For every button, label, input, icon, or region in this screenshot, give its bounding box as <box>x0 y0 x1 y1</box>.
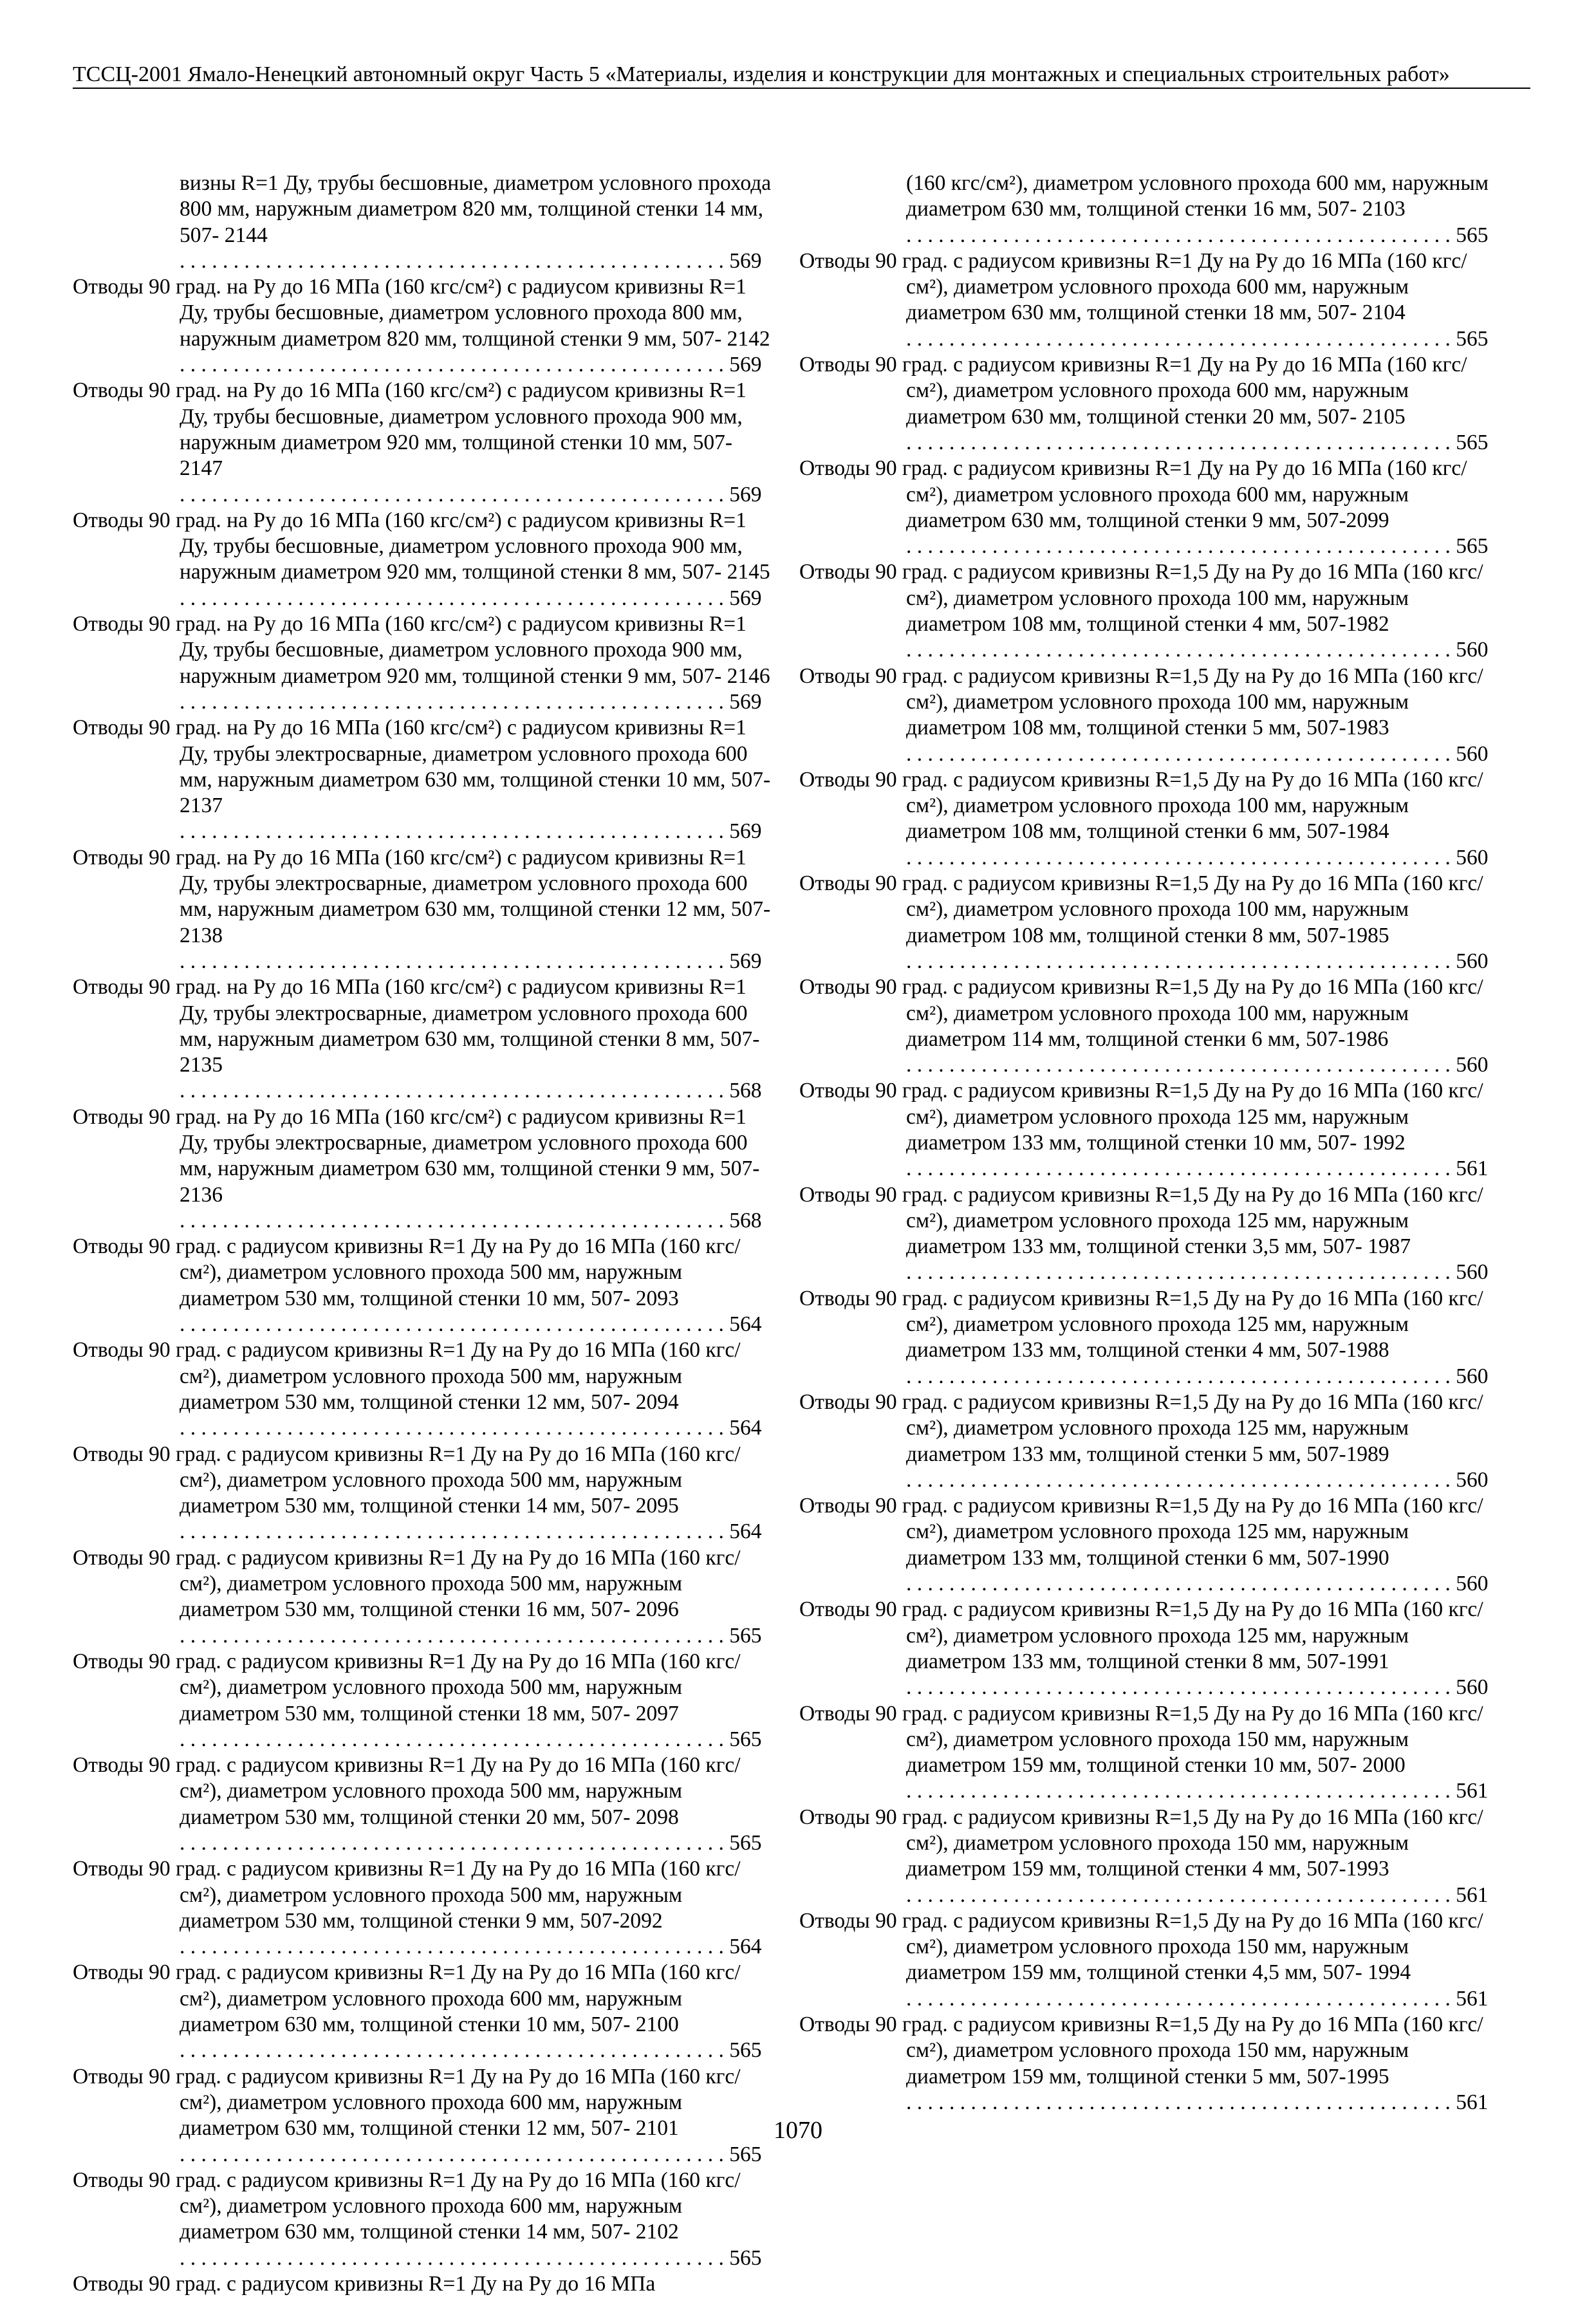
index-entry-page: 561 <box>1456 1779 1489 1803</box>
index-entry <box>73 378 772 507</box>
leader-dots: . . . . . . . . . . . . . . . . . . . . . . . . . . . . . . . . . . . . . . . . . . . . . . . . . . . <box>180 2038 730 2063</box>
index-entry-text: Отводы 90 град. с радиусом кривизны R=1,5 Ду на Ру до 16 МПа (160 кгс/см²), диаметром условного прохода 125 мм, наружным диаметром 133 мм, толщиной стенки 10 мм, 507- 1992 <box>799 1079 1483 1155</box>
index-entry-text: Отводы 90 град. с радиусом кривизны R=1 Ду на Ру до 16 МПа (160 кгс/см²), диаметром условного прохода 500 мм, наружным диаметром 530 мм, толщиной стенки 20 мм, 507- 2098 <box>73 1753 741 1829</box>
index-entry-page: 560 <box>1456 1053 1489 1077</box>
index-entry <box>73 611 772 715</box>
index-entry <box>799 1182 1498 1286</box>
index-entry-page: 568 <box>729 1079 762 1103</box>
index-entry-text: Отводы 90 град. с радиусом кривизны R=1 Ду на Ру до 16 МПа (160 кгс/см²), диаметром условного прохода 600 мм, наружным диаметром 630 мм, толщиной стенки 14 мм, 507- 2102 <box>73 2168 741 2244</box>
index-entry-text: Отводы 90 град. с радиусом кривизны R=1,5 Ду на Ру до 16 МПа (160 кгс/см²), диаметром условного прохода 100 мм, наружным диаметром 108 мм, толщиной стенки 5 мм, 507-1983 <box>799 664 1483 740</box>
leader-dots: . . . . . . . . . . . . . . . . . . . . . . . . . . . . . . . . . . . . . . . . . . . . . . . . . . . <box>906 1260 1456 1285</box>
index-entry-page: 560 <box>1456 1675 1489 1700</box>
leader-dots: . . . . . . . . . . . . . . . . . . . . . . . . . . . . . . . . . . . . . . . . . . . . . . . . . . . <box>180 1623 730 1648</box>
index-entry-text: Отводы 90 град. с радиусом кривизны R=1 Ду на Ру до 16 МПа (160 кгс/см²), диаметром условного прохода 600 мм, наружным диаметром 630 мм, толщиной стенки 20 мм, 507- 2105 <box>799 353 1467 429</box>
index-entry <box>799 1597 1498 1700</box>
index-entry-text: Отводы 90 град. на Ру до 16 МПа (160 кгс/см²) с радиусом кривизны R=1 Ду, трубы бесшовные, диаметром условного прохода 800 мм, наружным диаметром 820 мм, толщиной стенки 9 мм, 507- 2142 <box>73 275 770 351</box>
index-entry-page: 565 <box>1456 223 1489 247</box>
index-entry <box>73 2271 772 2297</box>
index-entry-page: 569 <box>729 819 762 844</box>
index-entry-page: 569 <box>729 949 762 973</box>
index-entry-page: 565 <box>729 1727 762 1751</box>
index-entry <box>73 1442 772 1545</box>
leader-dots: . . . . . . . . . . . . . . . . . . . . . . . . . . . . . . . . . . . . . . . . . . . . . . . . . . . <box>906 534 1456 559</box>
leader-dots: . . . . . . . . . . . . . . . . . . . . . . . . . . . . . . . . . . . . . . . . . . . . . . . . . . . <box>180 819 730 844</box>
index-entry-page: 569 <box>729 353 762 377</box>
index-entry <box>799 171 1498 248</box>
index-entry-page: 560 <box>1456 1467 1489 1492</box>
leader-dots: . . . . . . . . . . . . . . . . . . . . . . . . . . . . . . . . . . . . . . . . . . . . . . . . . . . <box>906 1467 1456 1492</box>
leader-dots: . . . . . . . . . . . . . . . . . . . . . . . . . . . . . . . . . . . . . . . . . . . . . . . . . . . <box>906 1364 1456 1388</box>
index-entry-page: 564 <box>729 1935 762 1959</box>
index-entry-text: Отводы 90 град. с радиусом кривизны R=1,5 Ду на Ру до 16 МПа (160 кгс/см²), диаметром условного прохода 150 мм, наружным диаметром 159 мм, толщиной стенки 4 мм, 507-1993 <box>799 1805 1483 1881</box>
leader-dots: . . . . . . . . . . . . . . . . . . . . . . . . . . . . . . . . . . . . . . . . . . . . . . . . . . . <box>906 223 1456 247</box>
index-entry-page: 565 <box>1456 430 1489 454</box>
index-entry <box>799 1078 1498 1182</box>
index-entry-page: 561 <box>1456 1986 1489 2011</box>
index-entry-text: Отводы 90 град. на Ру до 16 МПа (160 кгс/см²) с радиусом кривизны R=1 Ду, трубы электросварные, диаметром условного прохода 600 мм, наружным диаметром 630 мм, толщиной стенки 8 мм, 507- 2135 <box>73 975 760 1077</box>
index-entry-text: Отводы 90 град. с радиусом кривизны R=1 Ду на Ру до 16 МПа (160 кгс/см²), диаметром условного прохода 600 мм, наружным диаметром 630 мм, толщиной стенки 9 мм, 507-2099 <box>799 456 1467 532</box>
index-entry <box>73 715 772 844</box>
index-entry <box>73 171 772 274</box>
index-entry-page: 560 <box>1456 741 1489 766</box>
index-entry-text: Отводы 90 град. на Ру до 16 МПа (160 кгс/см²) с радиусом кривизны R=1 Ду, трубы электросварные, диаметром условного прохода 600 мм, наружным диаметром 630 мм, толщиной стенки 9 мм, 507- 2136 <box>73 1104 760 1207</box>
index-entry <box>73 1337 772 1441</box>
index-entry <box>799 2012 1498 2116</box>
index-entry-text: Отводы 90 град. на Ру до 16 МПа (160 кгс/см²) с радиусом кривизны R=1 Ду, трубы бесшовные, диаметром условного прохода 900 мм, наружным диаметром 920 мм, толщиной стенки 10 мм, 507- 2147 <box>73 378 747 481</box>
index-entry-text: Отводы 90 град. с радиусом кривизны R=1 Ду на Ру до 16 МПа <box>73 2272 656 2296</box>
index-entry <box>73 1649 772 1753</box>
leader-dots: . . . . . . . . . . . . . . . . . . . . . . . . . . . . . . . . . . . . . . . . . . . . . . . . . . . <box>180 1416 730 1440</box>
index-entry-page: 565 <box>729 1831 762 1855</box>
index-entry-text: Отводы 90 град. с радиусом кривизны R=1,5 Ду на Ру до 16 МПа (160 кгс/см²), диаметром условного прохода 125 мм, наружным диаметром 133 мм, толщиной стенки 5 мм, 507-1989 <box>799 1390 1483 1466</box>
index-entry <box>799 871 1498 974</box>
index-entry-page: 564 <box>729 1416 762 1440</box>
index-entry <box>73 1104 772 1234</box>
leader-dots: . . . . . . . . . . . . . . . . . . . . . . . . . . . . . . . . . . . . . . . . . . . . . . . . . . . <box>180 586 730 610</box>
index-entry-text: визны R=1 Ду, трубы бесшовные, диаметром условного прохода 800 мм, наружным диаметром 820 мм, толщиной стенки 14 мм, 507- 2144 <box>180 171 772 247</box>
index-entry-page: 569 <box>729 482 762 507</box>
leader-dots: . . . . . . . . . . . . . . . . . . . . . . . . . . . . . . . . . . . . . . . . . . . . . . . . . . . <box>180 482 730 507</box>
index-entry-text: Отводы 90 град. с радиусом кривизны R=1 Ду на Ру до 16 МПа (160 кгс/см²), диаметром условного прохода 500 мм, наружным диаметром 530 мм, толщиной стенки 10 мм, 507- 2093 <box>73 1234 741 1310</box>
index-entry-page: 569 <box>729 248 762 273</box>
leader-dots: . . . . . . . . . . . . . . . . . . . . . . . . . . . . . . . . . . . . . . . . . . . . . . . . . . . <box>180 1079 730 1103</box>
leader-dots: . . . . . . . . . . . . . . . . . . . . . . . . . . . . . . . . . . . . . . . . . . . . . . . . . . . <box>906 2090 1456 2114</box>
leader-dots: . . . . . . . . . . . . . . . . . . . . . . . . . . . . . . . . . . . . . . . . . . . . . . . . . . . <box>906 638 1456 662</box>
index-entry-text: Отводы 90 град. с радиусом кривизны R=1 Ду на Ру до 16 МПа (160 кгс/см²), диаметром условного прохода 600 мм, наружным диаметром 630 мм, толщиной стенки 10 мм, 507- 2100 <box>73 1960 741 2037</box>
index-entry <box>73 974 772 1104</box>
index-entry-text: Отводы 90 град. с радиусом кривизны R=1,5 Ду на Ру до 16 МПа (160 кгс/см²), диаметром условного прохода 100 мм, наружным диаметром 108 мм, толщиной стенки 8 мм, 507-1985 <box>799 871 1483 947</box>
index-entry-text: Отводы 90 град. на Ру до 16 МПа (160 кгс/см²) с радиусом кривизны R=1 Ду, трубы электросварные, диаметром условного прохода 600 мм, наружным диаметром 630 мм, толщиной стенки 10 мм, 507- 2137 <box>73 716 771 818</box>
leader-dots: . . . . . . . . . . . . . . . . . . . . . . . . . . . . . . . . . . . . . . . . . . . . . . . . . . . <box>180 2246 730 2270</box>
leader-dots: . . . . . . . . . . . . . . . . . . . . . . . . . . . . . . . . . . . . . . . . . . . . . . . . . . . <box>906 1675 1456 1700</box>
index-entry-page: 568 <box>729 1208 762 1232</box>
index-entry <box>799 1390 1498 1493</box>
leader-dots: . . . . . . . . . . . . . . . . . . . . . . . . . . . . . . . . . . . . . . . . . . . . . . . . . . . <box>906 1883 1456 1907</box>
index-entry-text: Отводы 90 град. с радиусом кривизны R=1 Ду на Ру до 16 МПа (160 кгс/см²), диаметром условного прохода 600 мм, наружным диаметром 630 мм, толщиной стенки 18 мм, 507- 2104 <box>799 248 1467 325</box>
index-entry <box>799 1805 1498 1908</box>
leader-dots: . . . . . . . . . . . . . . . . . . . . . . . . . . . . . . . . . . . . . . . . . . . . . . . . . . . <box>906 845 1456 870</box>
index-entry-text: Отводы 90 град. с радиусом кривизны R=1 Ду на Ру до 16 МПа (160 кгс/см²), диаметром условного прохода 500 мм, наружным диаметром 530 мм, толщиной стенки 18 мм, 507- 2097 <box>73 1649 741 1725</box>
index-entry <box>73 1234 772 1337</box>
index-entry-page: 560 <box>1456 1364 1489 1388</box>
index-entry-page: 569 <box>729 689 762 714</box>
leader-dots: . . . . . . . . . . . . . . . . . . . . . . . . . . . . . . . . . . . . . . . . . . . . . . . . . . . <box>180 1935 730 1959</box>
leader-dots: . . . . . . . . . . . . . . . . . . . . . . . . . . . . . . . . . . . . . . . . . . . . . . . . . . . <box>906 1779 1456 1803</box>
index-entry-page: 569 <box>729 586 762 610</box>
index-entry-text: Отводы 90 град. с радиусом кривизны R=1,5 Ду на Ру до 16 МПа (160 кгс/см²), диаметром условного прохода 100 мм, наружным диаметром 114 мм, толщиной стенки 6 мм, 507-1986 <box>799 975 1483 1051</box>
page-header: ТССЦ-2001 Ямало-Ненецкий автономный округ Часть 5 «Материалы, изделия и конструкции для монтажных и специальных строительных работ» <box>73 63 1530 89</box>
leader-dots: . . . . . . . . . . . . . . . . . . . . . . . . . . . . . . . . . . . . . . . . . . . . . . . . . . . <box>180 1727 730 1751</box>
index-entry <box>799 1908 1498 2012</box>
index-entry <box>799 767 1498 871</box>
leader-dots: . . . . . . . . . . . . . . . . . . . . . . . . . . . . . . . . . . . . . . . . . . . . . . . . . . . <box>906 1157 1456 1181</box>
index-entry-page: 560 <box>1456 845 1489 870</box>
leader-dots: . . . . . . . . . . . . . . . . . . . . . . . . . . . . . . . . . . . . . . . . . . . . . . . . . . . <box>180 1520 730 1544</box>
index-entry-page: 565 <box>729 2038 762 2063</box>
index-entry-text: Отводы 90 град. с радиусом кривизны R=1,5 Ду на Ру до 16 МПа (160 кгс/см²), диаметром условного прохода 150 мм, наружным диаметром 159 мм, толщиной стенки 5 мм, 507-1995 <box>799 2013 1483 2088</box>
index-entry-page: 564 <box>729 1520 762 1544</box>
leader-dots: . . . . . . . . . . . . . . . . . . . . . . . . . . . . . . . . . . . . . . . . . . . . . . . . . . . <box>180 689 730 714</box>
index-entry <box>799 456 1498 559</box>
index-entry <box>73 2168 772 2271</box>
index-entry-text: (160 кгс/см²), диаметром условного прохода 600 мм, наружным диаметром 630 мм, толщиной стенки 16 мм, 507- 2103 <box>906 171 1489 221</box>
index-entry-text: Отводы 90 град. с радиусом кривизны R=1,5 Ду на Ру до 16 МПа (160 кгс/см²), диаметром условного прохода 125 мм, наружным диаметром 133 мм, толщиной стенки 3,5 мм, 507- 1987 <box>799 1182 1483 1259</box>
leader-dots: . . . . . . . . . . . . . . . . . . . . . . . . . . . . . . . . . . . . . . . . . . . . . . . . . . . <box>180 248 730 273</box>
index-entry <box>799 1701 1498 1805</box>
index-entry-text: Отводы 90 град. с радиусом кривизны R=1,5 Ду на Ру до 16 МПа (160 кгс/см²), диаметром условного прохода 150 мм, наружным диаметром 159 мм, толщиной стенки 10 мм, 507- 2000 <box>799 1701 1483 1778</box>
index-entry-text: Отводы 90 град. на Ру до 16 МПа (160 кгс/см²) с радиусом кривизны R=1 Ду, трубы электросварные, диаметром условного прохода 600 мм, наружным диаметром 630 мм, толщиной стенки 12 мм, 507- 2138 <box>73 845 771 947</box>
index-entry-text: Отводы 90 град. с радиусом кривизны R=1,5 Ду на Ру до 16 МПа (160 кгс/см²), диаметром условного прохода 100 мм, наружным диаметром 108 мм, толщиной стенки 4 мм, 507-1982 <box>799 560 1483 637</box>
index-entry-text: Отводы 90 град. с радиусом кривизны R=1,5 Ду на Ру до 16 МПа (160 кгс/см²), диаметром условного прохода 100 мм, наружным диаметром 108 мм, толщиной стенки 6 мм, 507-1984 <box>799 767 1483 844</box>
index-entry-text: Отводы 90 град. с радиусом кривизны R=1 Ду на Ру до 16 МПа (160 кгс/см²), диаметром условного прохода 500 мм, наружным диаметром 530 мм, толщиной стенки 9 мм, 507-2092 <box>73 1857 741 1933</box>
index-column-right <box>799 171 1498 2116</box>
index-entry-text: Отводы 90 град. с радиусом кривизны R=1,5 Ду на Ру до 16 МПа (160 кгс/см²), диаметром условного прохода 150 мм, наружным диаметром 159 мм, толщиной стенки 4,5 мм, 507- 1994 <box>799 1908 1483 1985</box>
leader-dots: . . . . . . . . . . . . . . . . . . . . . . . . . . . . . . . . . . . . . . . . . . . . . . . . . . . <box>906 1572 1456 1596</box>
leader-dots: . . . . . . . . . . . . . . . . . . . . . . . . . . . . . . . . . . . . . . . . . . . . . . . . . . . <box>906 741 1456 766</box>
index-entry-page: 565 <box>729 2142 762 2166</box>
index-entry <box>73 1960 772 2063</box>
index-entry-page: 560 <box>1456 1572 1489 1596</box>
leader-dots: . . . . . . . . . . . . . . . . . . . . . . . . . . . . . . . . . . . . . . . . . . . . . . . . . . . <box>180 1312 730 1337</box>
index-entry-page: 565 <box>729 1623 762 1648</box>
leader-dots: . . . . . . . . . . . . . . . . . . . . . . . . . . . . . . . . . . . . . . . . . . . . . . . . . . . <box>906 949 1456 973</box>
index-entry-text: Отводы 90 град. на Ру до 16 МПа (160 кгс/см²) с радиусом кривизны R=1 Ду, трубы бесшовные, диаметром условного прохода 900 мм, наружным диаметром 920 мм, толщиной стенки 9 мм, 507- 2146 <box>73 612 770 688</box>
leader-dots: . . . . . . . . . . . . . . . . . . . . . . . . . . . . . . . . . . . . . . . . . . . . . . . . . . . <box>906 1053 1456 1077</box>
leader-dots: . . . . . . . . . . . . . . . . . . . . . . . . . . . . . . . . . . . . . . . . . . . . . . . . . . . <box>180 1831 730 1855</box>
leader-dots: . . . . . . . . . . . . . . . . . . . . . . . . . . . . . . . . . . . . . . . . . . . . . . . . . . . <box>180 353 730 377</box>
index-entry <box>799 974 1498 1078</box>
index-entry-page: 565 <box>1456 326 1489 351</box>
index-entry <box>799 1286 1498 1390</box>
index-entry-page: 560 <box>1456 638 1489 662</box>
index-entry <box>799 559 1498 663</box>
index-entry-page: 561 <box>1456 2090 1489 2114</box>
index-entry-page: 565 <box>1456 534 1489 559</box>
index-entry-page: 564 <box>729 1312 762 1337</box>
index-entry <box>799 1493 1498 1597</box>
index-entry <box>73 508 772 611</box>
page-number: 1070 <box>774 2117 822 2144</box>
index-entry-text: Отводы 90 град. с радиусом кривизны R=1 Ду на Ру до 16 МПа (160 кгс/см²), диаметром условного прохода 500 мм, наружным диаметром 530 мм, толщиной стенки 16 мм, 507- 2096 <box>73 1545 741 1622</box>
index-entry-text: Отводы 90 град. с радиусом кривизны R=1 Ду на Ру до 16 МПа (160 кгс/см²), диаметром условного прохода 600 мм, наружным диаметром 630 мм, толщиной стенки 12 мм, 507- 2101 <box>73 2064 741 2141</box>
index-entry-page: 561 <box>1456 1157 1489 1181</box>
index-entry-text: Отводы 90 град. с радиусом кривизны R=1,5 Ду на Ру до 16 МПа (160 кгс/см²), диаметром условного прохода 125 мм, наружным диаметром 133 мм, толщиной стенки 4 мм, 507-1988 <box>799 1286 1483 1362</box>
index-column-left <box>73 171 772 2297</box>
index-entry-text: Отводы 90 град. с радиусом кривизны R=1,5 Ду на Ру до 16 МПа (160 кгс/см²), диаметром условного прохода 125 мм, наружным диаметром 133 мм, толщиной стенки 6 мм, 507-1990 <box>799 1494 1483 1570</box>
index-entry-text: Отводы 90 град. с радиусом кривизны R=1 Ду на Ру до 16 МПа (160 кгс/см²), диаметром условного прохода 500 мм, наружным диаметром 530 мм, толщиной стенки 12 мм, 507- 2094 <box>73 1338 741 1414</box>
index-entry-page: 565 <box>729 2246 762 2270</box>
index-entry-text: Отводы 90 град. с радиусом кривизны R=1,5 Ду на Ру до 16 МПа (160 кгс/см²), диаметром условного прохода 125 мм, наружным диаметром 133 мм, толщиной стенки 8 мм, 507-1991 <box>799 1597 1483 1673</box>
index-entry-page: 560 <box>1456 949 1489 973</box>
index-entry-page: 560 <box>1456 1260 1489 1285</box>
index-entry <box>799 248 1498 352</box>
leader-dots: . . . . . . . . . . . . . . . . . . . . . . . . . . . . . . . . . . . . . . . . . . . . . . . . . . . <box>906 326 1456 351</box>
index-entry-text: Отводы 90 град. с радиусом кривизны R=1 Ду на Ру до 16 МПа (160 кгс/см²), диаметром условного прохода 500 мм, наружным диаметром 530 мм, толщиной стенки 14 мм, 507- 2095 <box>73 1442 741 1518</box>
index-entry <box>73 1545 772 1649</box>
index-entry <box>799 664 1498 767</box>
index-entry-page: 561 <box>1456 1883 1489 1907</box>
index-entry-text: Отводы 90 град. на Ру до 16 МПа (160 кгс/см²) с радиусом кривизны R=1 Ду, трубы бесшовные, диаметром условного прохода 900 мм, наружным диаметром 920 мм, толщиной стенки 8 мм, 507- 2145 <box>73 508 770 584</box>
leader-dots: . . . . . . . . . . . . . . . . . . . . . . . . . . . . . . . . . . . . . . . . . . . . . . . . . . . <box>180 2142 730 2166</box>
index-entry <box>73 274 772 378</box>
index-entry <box>73 1753 772 1856</box>
index-entry <box>73 845 772 974</box>
leader-dots: . . . . . . . . . . . . . . . . . . . . . . . . . . . . . . . . . . . . . . . . . . . . . . . . . . . <box>906 430 1456 454</box>
index-entry <box>799 352 1498 456</box>
leader-dots: . . . . . . . . . . . . . . . . . . . . . . . . . . . . . . . . . . . . . . . . . . . . . . . . . . . <box>180 949 730 973</box>
leader-dots: . . . . . . . . . . . . . . . . . . . . . . . . . . . . . . . . . . . . . . . . . . . . . . . . . . . <box>180 1208 730 1232</box>
index-entry <box>73 1856 772 1960</box>
leader-dots: . . . . . . . . . . . . . . . . . . . . . . . . . . . . . . . . . . . . . . . . . . . . . . . . . . . <box>906 1986 1456 2011</box>
